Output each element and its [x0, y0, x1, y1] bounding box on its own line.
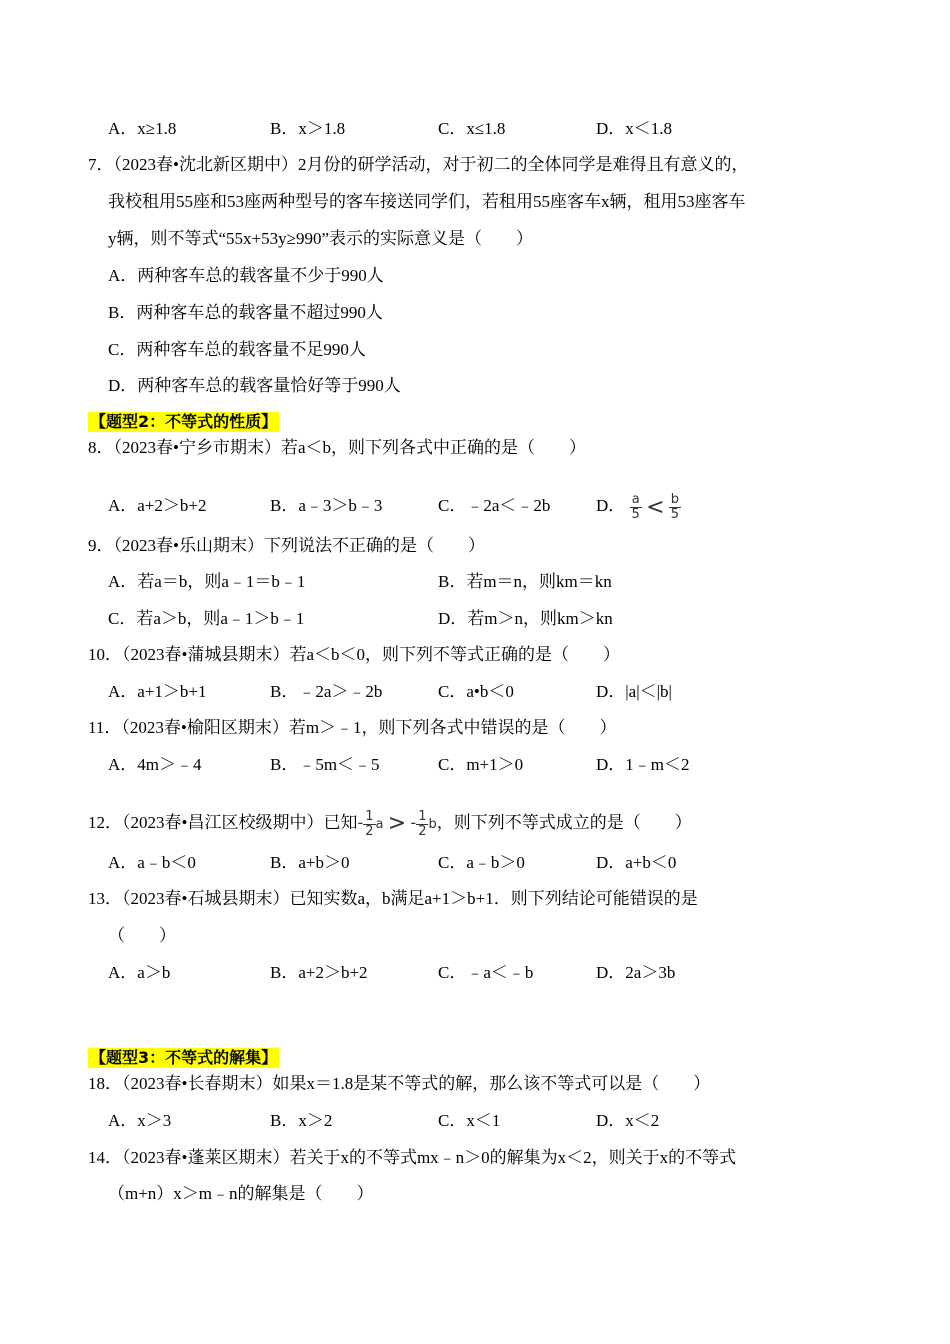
q10-option-b: B．﹣2a＞﹣2b [270, 682, 383, 701]
q18-option-d: D．x＜2 [596, 1111, 660, 1130]
section-heading-2: 【题型2：不等式的性质】 [90, 412, 278, 431]
q6-option-a: A．x≥1.8 [108, 119, 177, 138]
q11-option-c: C．m+1＞0 [438, 755, 524, 774]
less-than-sign: < [646, 494, 665, 520]
q13-option-c: C．﹣a＜﹣b [438, 963, 534, 982]
q12-stem-suffix: ，则下列不等式成立的是（ ） [436, 813, 692, 832]
q7-option-b: B．两种客车总的载客量不超过990人 [108, 303, 383, 322]
q18-option-c: C．x＜1 [438, 1111, 501, 1130]
q8-stem: 8．（2023春•宁乡市期末）若a＜b，则下列各式中正确的是（ ） [88, 438, 586, 457]
q9-option-a: A．若a＝b，则a﹣1＝b﹣1 [108, 572, 306, 591]
q10-option-a: A．a+1＞b+1 [108, 682, 207, 701]
q18-option-a: A．x＞3 [108, 1111, 172, 1130]
q13-option-d: D．2a＞3b [596, 963, 676, 982]
q9-option-b: B．若m＝n，则km＝kn [438, 572, 612, 591]
q9-option-c: C．若a＞b，则a﹣1＞b﹣1 [108, 609, 305, 628]
q7-option-a: A．两种客车总的载客量不少于990人 [108, 266, 384, 285]
q12-condition-formula: - $\frac{1}{2}$ a > - $\frac{1}{2}$ b [357, 808, 437, 839]
fraction-a-over-5: $\frac{a}{5}$ [631, 492, 640, 523]
q6-option-b: B．x＞1.8 [270, 119, 346, 138]
q7-stem-line3: y辆，则不等式“55x+53y≥990”表示的实际意义是（ ） [108, 229, 534, 248]
q7-stem-line2: 我校租用55座和53座两种型号的客车接送同学们，若租用55座客车x辆，租用53座客车 [108, 192, 746, 211]
q7-stem-line1: 7．（2023春•沈北新区期中）2月份的研学活动，对于初二的全体同学是难得且有意义的， [88, 155, 749, 174]
q11-stem: 11．（2023春•榆阳区期末）若m＞﹣1，则下列各式中错误的是（ ） [88, 718, 617, 737]
q14-stem-line2: （m+n）x＞m﹣n的解集是（ ） [108, 1184, 374, 1203]
q7-option-c: C．两种客车总的载客量不足990人 [108, 340, 366, 359]
q8-option-d-formula [630, 479, 682, 536]
q10-option-d: D．|a|＜|b| [596, 682, 672, 701]
q7-option-d: D．两种客车总的载客量恰好等于990人 [108, 376, 401, 395]
fraction-b-over-5: $\frac{b}{5}$ [670, 492, 680, 523]
fraction-1-over-2: $\frac{1}{2}$ [365, 808, 374, 839]
q10-stem: 10．（2023春•蒲城县期末）若a＜b＜0，则下列不等式正确的是（ ） [88, 645, 620, 664]
q12-stem-prefix: 12．（2023春•昌江区校级期中）已知 [88, 813, 358, 832]
q13-stem-line1: 13．（2023春•石城县期末）已知实数a，b满足a+1＞b+1．则下列结论可能错误的是 [88, 889, 698, 908]
q13-option-b: B．a+2＞b+2 [270, 963, 368, 982]
q9-stem: 9．（2023春•乐山期末）下列说法不正确的是（ ） [88, 536, 485, 555]
q6-option-c: C．x≤1.8 [438, 119, 506, 138]
q8-option-b: B．a﹣3＞b﹣3 [270, 496, 383, 515]
q11-option-b: B．﹣5m＜﹣5 [270, 755, 380, 774]
section-heading-3: 【题型3：不等式的解集】 [90, 1048, 278, 1067]
q18-option-b: B．x＞2 [270, 1111, 333, 1130]
q12-option-a: A．a﹣b＜0 [108, 853, 196, 872]
q8-option-d-label: D． [596, 496, 626, 515]
q10-option-c: C．a•b＜0 [438, 682, 514, 701]
q12-option-c: C．a﹣b＞0 [438, 853, 525, 872]
q8-option-c: C．﹣2a＜﹣2b [438, 496, 551, 515]
q18-stem: 18．（2023春•长春期末）如果x＝1.8是某不等式的解，那么该不等式可以是（ ） [88, 1074, 711, 1093]
q9-option-d: D．若m＞n，则km＞kn [438, 609, 613, 628]
greater-than-sign: > [387, 811, 407, 837]
q6-option-d: D．x＜1.8 [596, 119, 673, 138]
q14-stem-line1: 14．（2023春•蓬莱区期末）若关于x的不等式mx﹣n＞0的解集为x＜2，则关于x的不等式 [88, 1148, 737, 1167]
q13-option-a: A．a＞b [108, 963, 171, 982]
q8-option-d [596, 478, 681, 536]
q8-option-a: A．a+2＞b+2 [108, 496, 207, 515]
q12-option-d: D．a+b＜0 [596, 853, 677, 872]
q11-option-d: D．1﹣m＜2 [596, 755, 690, 774]
q12-stem [88, 795, 692, 853]
fraction-1-over-2: $\frac{1}{2}$ [418, 808, 427, 839]
q13-stem-line2: （ ） [108, 926, 176, 945]
q12-option-b: B．a+b＞0 [270, 853, 350, 872]
q11-option-a: A．4m＞﹣4 [108, 755, 202, 774]
